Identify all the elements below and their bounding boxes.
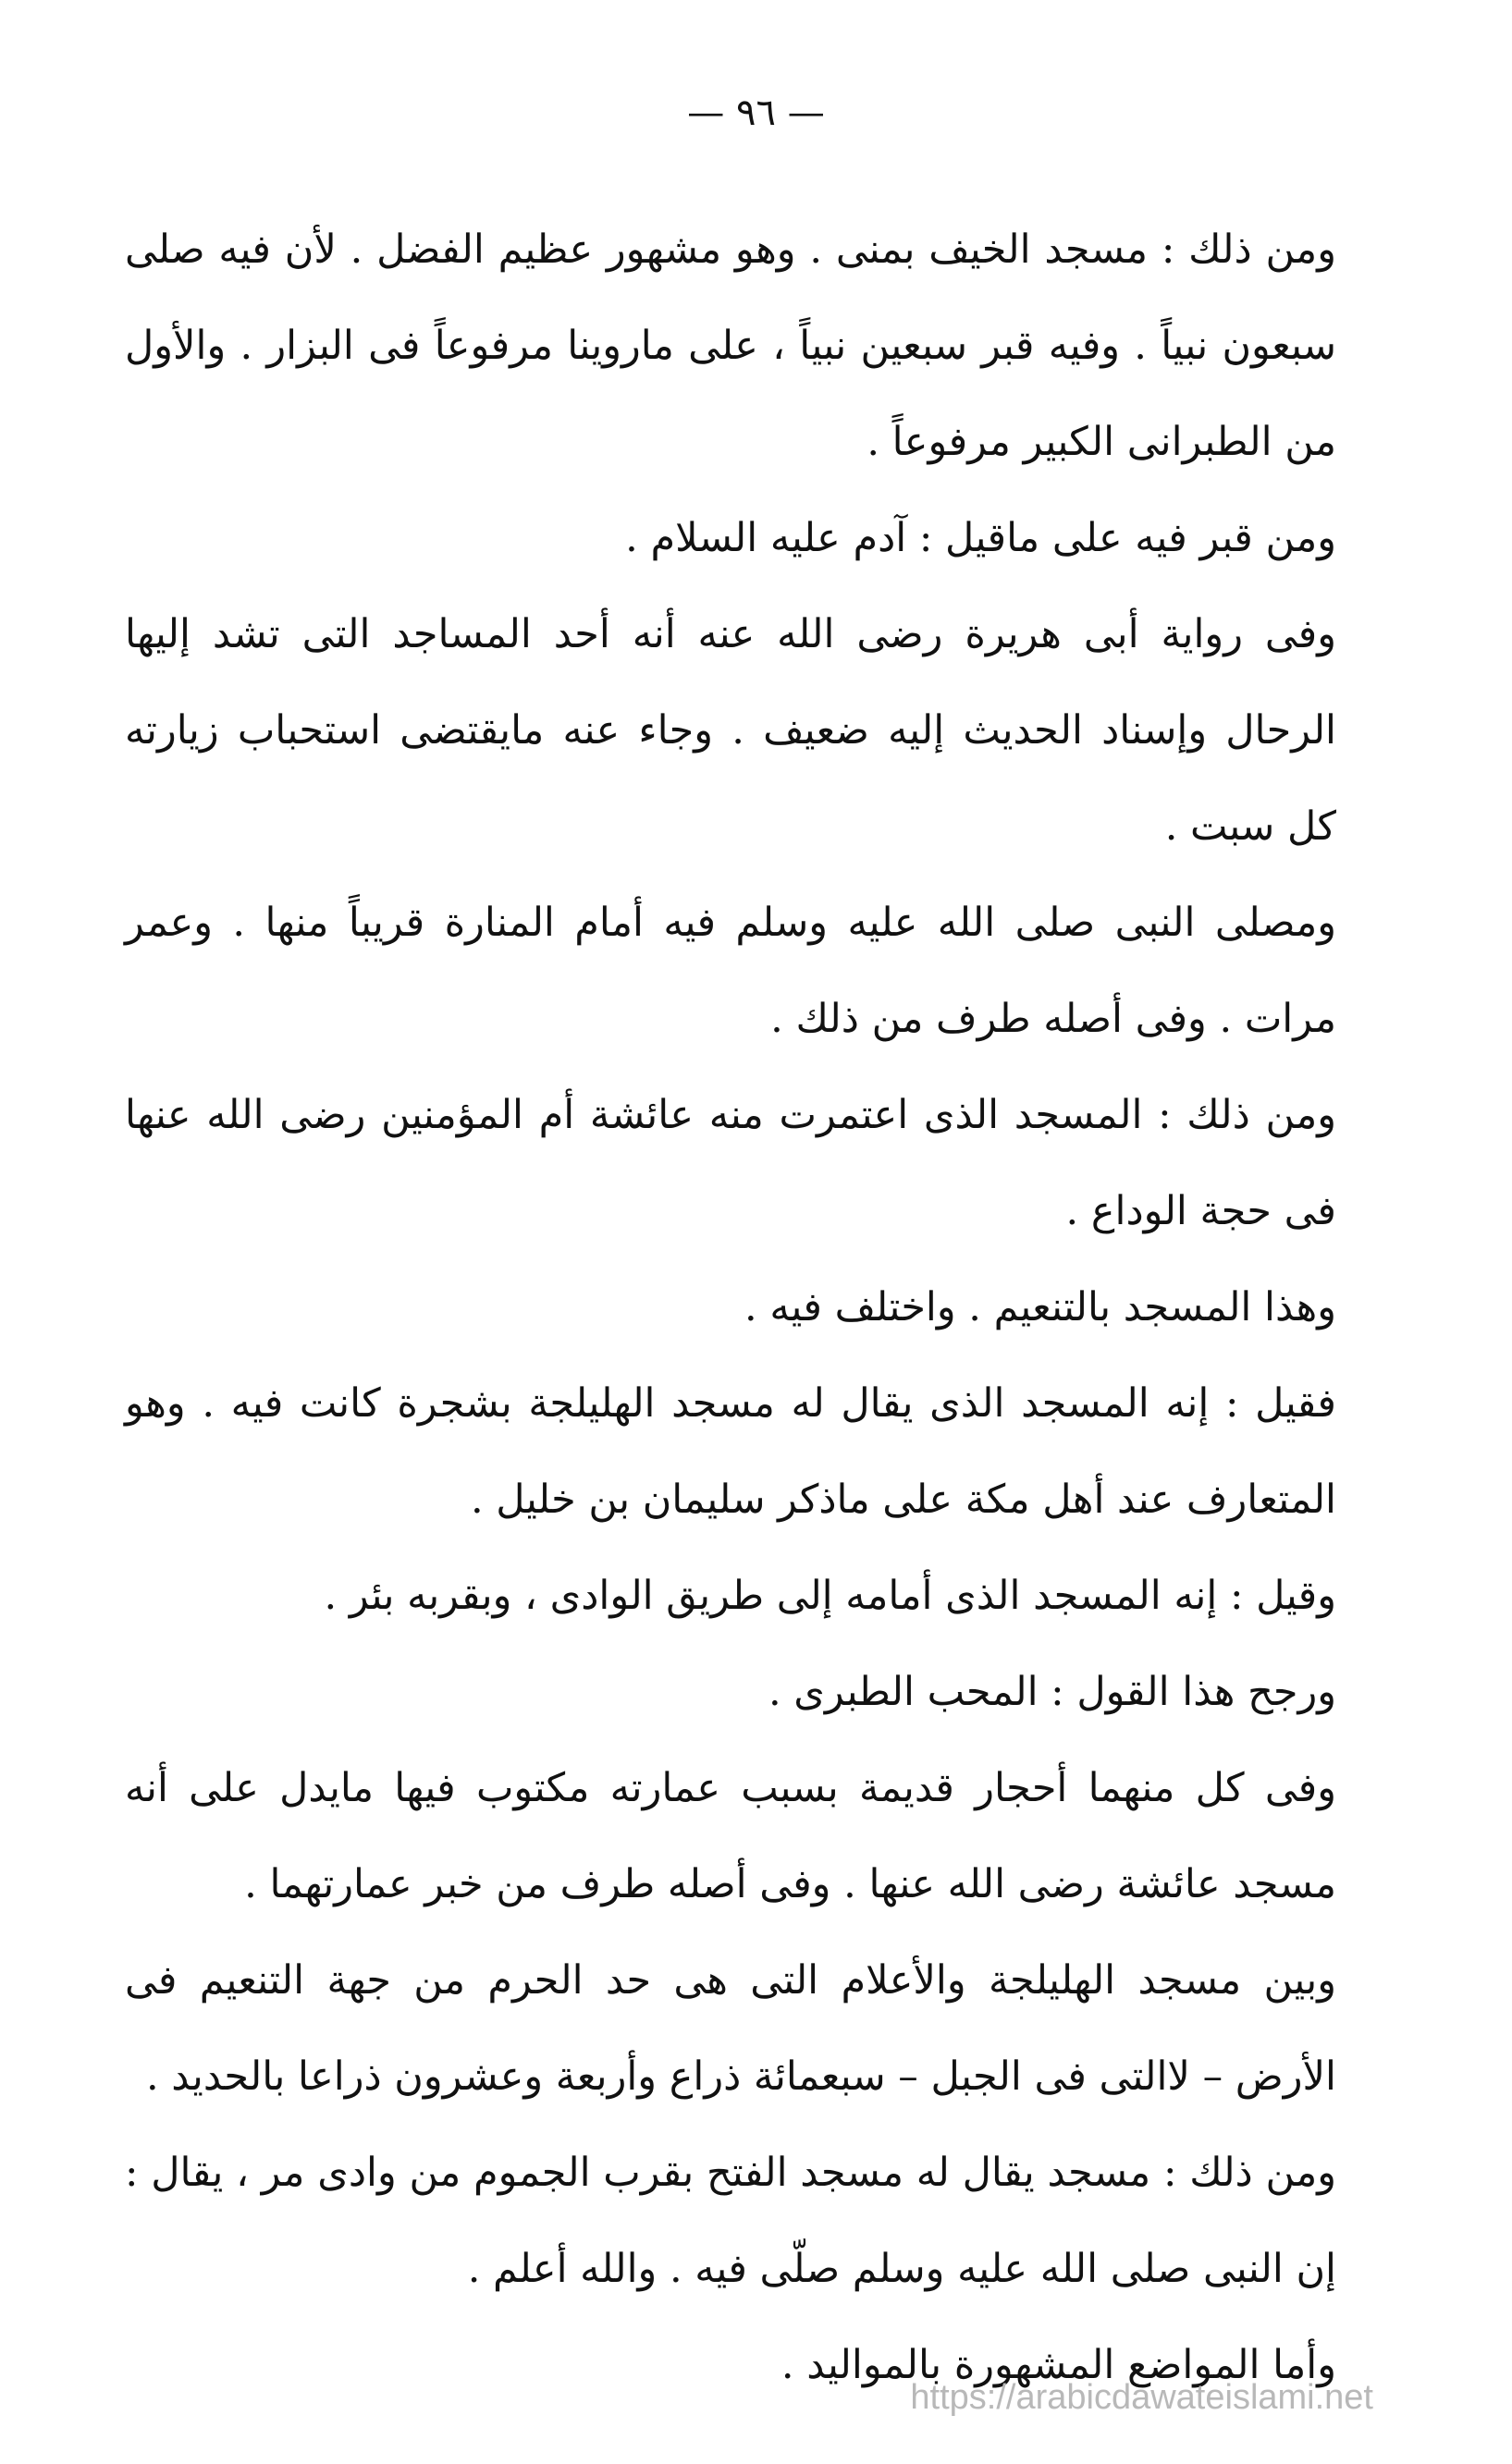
paragraph-prophet-prayer-place: ومصلى النبى صلى الله عليه وسلم فيه أمام المنارة قريباً منها . وعمر مرات . وفى أصله طرف من ذلك . xyxy=(125,900,1336,1042)
paragraph-old-stones: وفى كل منهما أحجار قديمة بسبب عمارته مكتوب فيها مايدل على أنه مسجد عائشة رضى الله عنها . وفى أصله طرف من خبر عمارتهما . xyxy=(125,1765,1336,1907)
paragraph-tanim: وهذا المسجد بالتنعيم . واختلف فيه . xyxy=(744,1284,1336,1330)
paragraph-aisha-mosque: ومن ذلك : المسجد الذى اعتمرت منه عائشة أم المؤمنين رضى الله عنها فى حجة الوداع . xyxy=(125,1092,1336,1234)
paragraph-halilaja: فقيل : إنه المسجد الذى يقال له مسجد الهليلجة بشجرة كانت فيه . وهو المتعارف عند أهل مكة على ماذكر سليمان بن خليل . xyxy=(125,1380,1336,1523)
paragraph-adam-burial: ومن قبر فيه على ماقيل : آدم عليه السلام . xyxy=(625,515,1336,561)
paragraph-khayf-mosque: ومن ذلك : مسجد الخيف بمنى . وهو مشهور عظيم الفضل . لأن فيه صلى سبعون نبياً . وفيه قبر سبعين نبياً ، على ماروينا مرفوعاً فى البزار . والأول من الطبرانى الكبير مرفوعاً . xyxy=(125,227,1336,465)
paragraph-abu-hurayra: وفى رواية أبى هريرة رضى الله عنه أنه أحد المساجد التى تشد إليها الرحال وإسناد الحديث إليه ضعيف . وجاء عنه مايقتضى استحباب زيارته كل سبت . xyxy=(125,611,1336,850)
paragraph-haram-boundary: وبين مسجد الهليلجة والأعلام التى هى حد الحرم من جهة التنعيم فى الأرض – لاالتى فى الجبل – سبعمائة ذراع وأربعة وعشرون ذراعا بالحديد . xyxy=(125,1957,1336,2100)
paragraph-wadi-road: وقيل : إنه المسجد الذى أمامه إلى طريق الوادى ، وبقربه بئر . xyxy=(324,1573,1336,1619)
page-number: — ٩٦ — xyxy=(687,92,825,134)
paragraph-muhib-tabari: ورجح هذا القول : المحب الطبرى . xyxy=(768,1669,1336,1715)
body-text xyxy=(125,202,1336,2413)
paragraph-birthplaces: وأما المواضع المشهورة بالمواليد . xyxy=(781,2342,1336,2388)
paragraph-fath-mosque: ومن ذلك : مسجد يقال له مسجد الفتح بقرب الجموم من وادى مر ، يقال : إن النبى صلى الله عليه وسلم صلّى فيه . والله أعلم . xyxy=(125,2150,1336,2292)
watermark-url: https://arabicdawateislami.net xyxy=(910,2378,1373,2417)
